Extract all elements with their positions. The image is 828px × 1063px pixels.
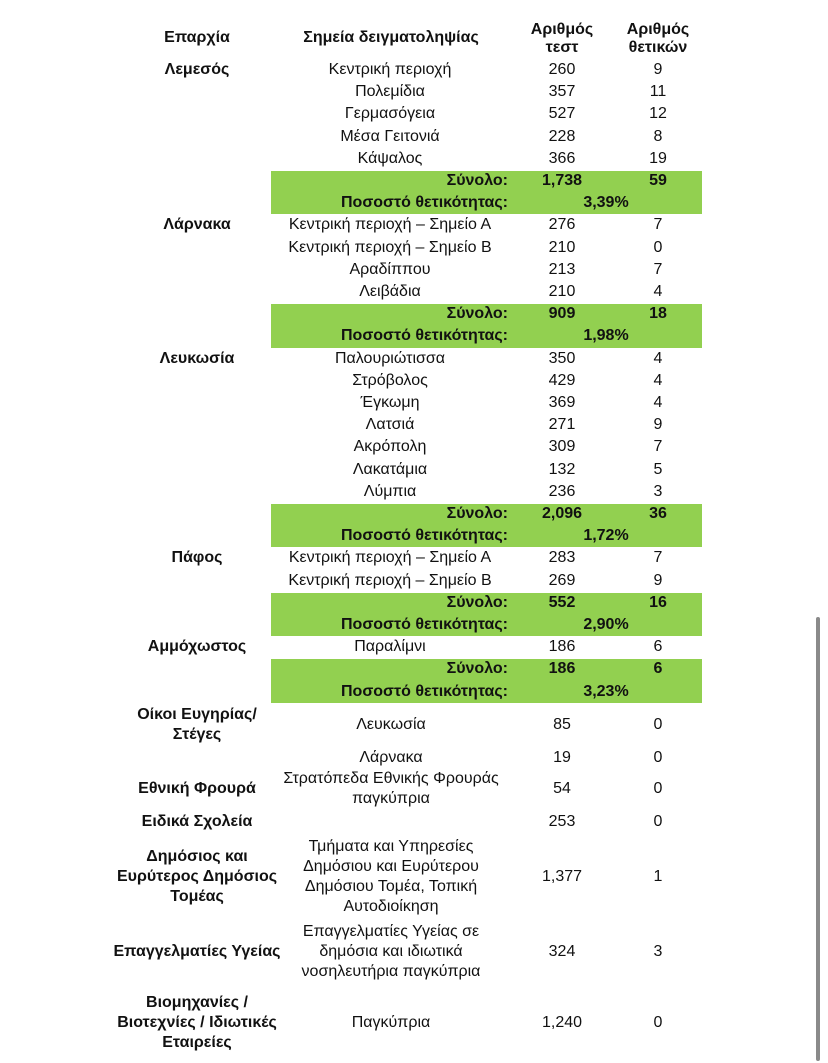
tests-count-cell: 271 (548, 416, 576, 434)
sampling-point-cell: Πολεμίδια (355, 83, 425, 101)
sampling-point-cell: Παραλίμνι (354, 638, 426, 656)
total-positives-value: 59 (649, 172, 667, 190)
positivity-rate-label: Ποσοστό θετικότητας: (341, 194, 508, 212)
sampling-point-cell: Κεντρική περιοχή – Σημείο Β (288, 238, 492, 256)
sampling-point-cell: Τμήματα και Υπηρεσίες Δημόσιου και Ευρύτερου Δημόσιου Τομέα, Τοπική Αυτοδιοίκηση (303, 838, 479, 915)
sampling-point-cell: Στρατόπεδα Εθνικής Φρουράς παγκύπρια (283, 770, 499, 807)
total-tests-value: 1,738 (541, 172, 583, 190)
total-positives-value: 6 (653, 660, 663, 678)
category-name: Επαγγελματίες Υγείας (113, 943, 281, 960)
positivity-rate-label: Ποσοστό θετικότητας: (341, 327, 508, 345)
sampling-point-cell: Κεντρική περιοχή (328, 61, 452, 79)
header-positives-line2: θετικών (628, 39, 688, 56)
district-name: Λεμεσός (164, 61, 230, 79)
tests-count-cell: 429 (548, 371, 576, 389)
positives-count-cell: 3 (653, 943, 663, 960)
header-tests (508, 19, 616, 59)
category-name: Οίκοι Ευγηρίας/ Στέγες (137, 706, 257, 743)
tests-count-cell: 54 (553, 780, 571, 797)
positives-count-cell: 0 (653, 716, 663, 733)
sampling-point-cell: Παγκύπρια (351, 1014, 431, 1031)
category-name: Εθνική Φρουρά (138, 780, 256, 797)
positivity-rate-label: Ποσοστό θετικότητας: (341, 682, 508, 700)
tests-count-cell: 369 (548, 394, 576, 412)
total-tests-value: 2,096 (541, 505, 583, 523)
vertical-scrollbar[interactable] (816, 617, 820, 1061)
total-label: Σύνολο: (446, 593, 508, 611)
positives-count-cell: 0 (653, 238, 663, 256)
sampling-point-cell: Λακατάμια (352, 460, 428, 478)
positives-count-cell: 7 (653, 216, 663, 234)
category-name: Ειδικά Σχολεία (141, 812, 253, 830)
positives-count-cell: 0 (653, 1014, 663, 1031)
positives-count-cell: 4 (653, 349, 663, 367)
positives-count-cell: 9 (653, 416, 663, 434)
sampling-point-cell: Λύμπια (363, 482, 417, 500)
tests-count-cell: 132 (548, 460, 576, 478)
positives-count-cell: 6 (653, 638, 663, 656)
tests-count-cell: 357 (548, 83, 576, 101)
district-name: Πάφος (171, 549, 223, 567)
positives-count-cell: 4 (653, 283, 663, 301)
tests-count-cell: 253 (548, 812, 576, 830)
sampling-point-cell: Επαγγελματίες Υγείας σε δημόσια και ιδιωτικά νοσηλευτήρια παγκύπρια (301, 923, 481, 980)
tests-count-cell: 276 (548, 216, 576, 234)
header-district: Επαρχία (164, 29, 230, 46)
positivity-rate-value: 3,23% (583, 682, 629, 700)
positives-count-cell: 3 (653, 482, 663, 500)
header-positives-line1: Αριθμός (626, 21, 690, 38)
total-positives-value: 36 (649, 505, 667, 523)
tests-count-cell: 260 (548, 61, 576, 79)
tests-count-cell: 527 (548, 105, 576, 123)
tests-count-cell: 283 (548, 549, 576, 567)
sampling-point-cell: Κεντρική περιοχή – Σημείο Α (288, 549, 492, 567)
district-name: Αμμόχωστος (147, 638, 247, 656)
positives-count-cell: 7 (653, 260, 663, 278)
tests-count-cell: 85 (553, 716, 571, 733)
positivity-rate-value: 1,98% (583, 327, 629, 345)
header-tests-line1: Αριθμός (530, 21, 594, 38)
tests-count-cell: 309 (548, 438, 576, 456)
tests-count-cell: 366 (548, 149, 576, 167)
tests-count-cell: 228 (548, 127, 576, 145)
total-positives-value: 16 (649, 593, 667, 611)
positives-count-cell: 0 (653, 780, 663, 797)
sampling-point-cell: Μέσα Γειτονιά (340, 127, 440, 145)
sampling-point-cell: Λειβάδια (359, 283, 421, 301)
positivity-rate-label: Ποσοστό θετικότητας: (341, 527, 508, 545)
total-label: Σύνολο: (446, 305, 508, 323)
tests-count-cell: 210 (548, 238, 576, 256)
positives-count-cell: 12 (649, 105, 667, 123)
positives-count-cell: 9 (653, 571, 663, 589)
positivity-rate-value: 3,39% (583, 194, 629, 212)
tests-count-cell: 236 (548, 482, 576, 500)
total-label: Σύνολο: (446, 505, 508, 523)
positivity-rate-value: 1,72% (583, 527, 629, 545)
positives-count-cell: 19 (649, 149, 667, 167)
total-positives-value: 18 (649, 305, 667, 323)
sampling-point-cell: Κάψαλος (357, 149, 423, 167)
tests-count-cell: 324 (548, 943, 576, 960)
sampling-point-cell: Ακρόπολη (353, 438, 427, 456)
tests-count-cell: 186 (548, 638, 576, 656)
positives-count-cell: 11 (649, 83, 667, 101)
positives-count-cell: 4 (653, 371, 663, 389)
sampling-point-cell: Λάρνακα (359, 748, 423, 766)
sampling-point-cell: Κεντρική περιοχή – Σημείο Α (288, 216, 492, 234)
category-name: Δημόσιος και Ευρύτερος Δημόσιος Τομέας (116, 848, 278, 905)
positives-count-cell: 1 (653, 868, 663, 885)
tests-count-cell: 1,377 (541, 868, 583, 885)
tests-count-cell: 350 (548, 349, 576, 367)
header-positives (604, 19, 712, 59)
header-sampling-points: Σημεία δειγματοληψίας (303, 29, 479, 46)
total-tests-value: 186 (548, 660, 576, 678)
positivity-rate-value: 2,90% (583, 616, 629, 634)
total-label: Σύνολο: (446, 172, 508, 190)
total-label: Σύνολο: (446, 660, 508, 678)
header-tests-line2: τεστ (545, 39, 579, 56)
tests-count-cell: 19 (553, 748, 571, 766)
positives-count-cell: 4 (653, 394, 663, 412)
sampling-point-cell: Λευκωσία (356, 716, 426, 733)
sampling-point-cell: Λατσιά (365, 416, 415, 434)
sampling-point-cell: Αραδίππου (349, 260, 431, 278)
total-tests-value: 552 (548, 593, 576, 611)
positivity-rate-label: Ποσοστό θετικότητας: (341, 616, 508, 634)
positives-count-cell: 0 (653, 748, 663, 766)
district-name: Λάρνακα (163, 216, 231, 234)
positives-count-cell: 7 (653, 549, 663, 567)
sampling-point-cell: Παλουριώτισσα (334, 349, 445, 367)
sampling-point-cell: Στρόβολος (352, 371, 428, 389)
tests-count-cell: 269 (548, 571, 576, 589)
positives-count-cell: 5 (653, 460, 663, 478)
total-tests-value: 909 (548, 305, 576, 323)
tests-count-cell: 210 (548, 283, 576, 301)
tests-count-cell: 213 (548, 260, 576, 278)
positives-count-cell: 0 (653, 812, 663, 830)
positives-count-cell: 9 (653, 61, 663, 79)
tests-count-cell: 1,240 (541, 1014, 583, 1031)
district-name: Λευκωσία (159, 349, 235, 367)
category-name: Βιομηχανίες / Βιοτεχνίες / Ιδιωτικές Εταιρείες (117, 994, 277, 1051)
sampling-point-cell: Έγκωμη (360, 394, 420, 412)
positives-count-cell: 7 (653, 438, 663, 456)
positives-count-cell: 8 (653, 127, 663, 145)
sampling-point-cell: Γερμασόγεια (344, 105, 436, 123)
sampling-point-cell: Κεντρική περιοχή – Σημείο Β (288, 571, 492, 589)
